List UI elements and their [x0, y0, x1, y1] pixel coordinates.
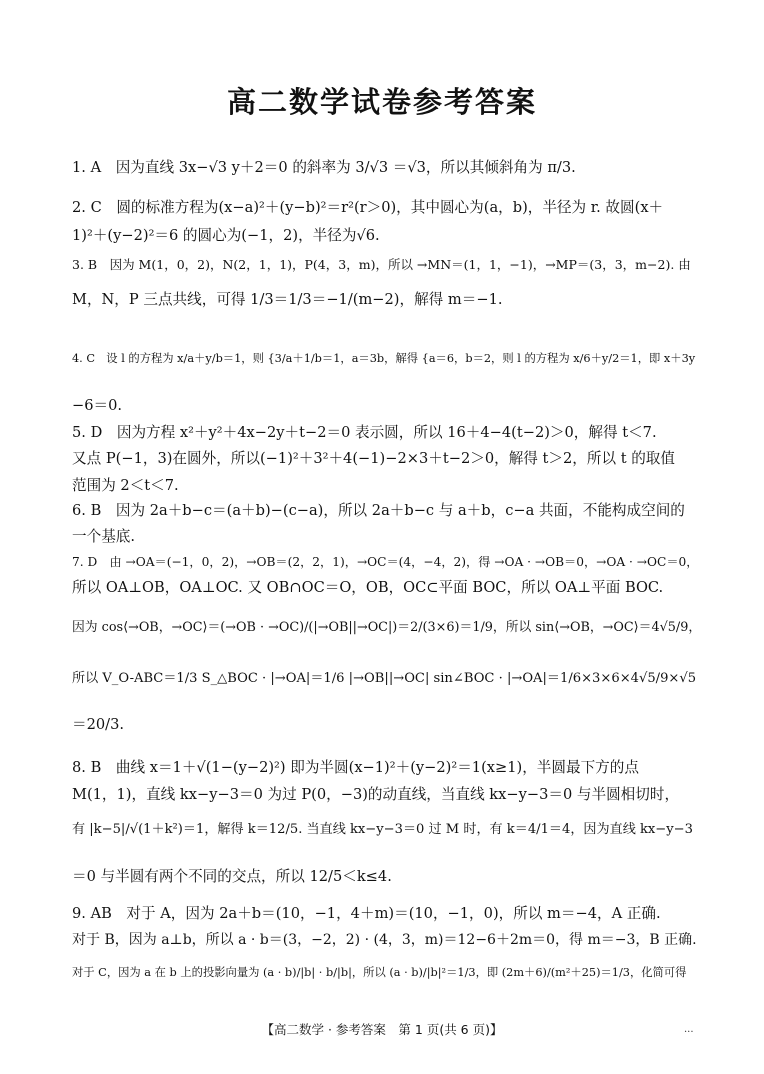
- text-line: 所以 OA⊥OB，OA⊥OC. 又 OB∩OC＝O，OB，OC⊂平面 BOC，所以 OA⊥平面 BOC.: [72, 579, 664, 596]
- text-line: 又点 P(−1，3)在圆外，所以(−1)²＋3²＋4(−1)−2×3＋t−2＞0，解得 t＞2，所以 t 的取值: [72, 450, 675, 467]
- text-line: 对于 C，因为 a 在 b 上的投影向量为 (a · b)/|b| · b/|b|，所以 (a · b)/|b|²＝1/3，即 (2m＋6)/(m²＋25)＝1/3，化简可得: [72, 966, 687, 979]
- text-line: 7. D 由 →OA＝(−1，0，2)，→OB＝(2，2，1)，→OC＝(4，−4，2)，得 →OA · →OB＝0，→OA · →OC＝0，: [72, 555, 699, 569]
- text-line: 5. D 因为方程 x²＋y²＋4x−2y＋t−2＝0 表示圆，所以 16＋4−4(t−2)＞0，解得 t＜7.: [72, 424, 657, 441]
- text-line: 所以 V_O-ABC＝1/3 S_△BOC · |→OA|＝1/6 |→OB||→OC| sin∠BOC · |→OA|＝1/6×3×6×4√5/9×√5: [72, 671, 697, 686]
- text-line: 3. B 因为 M(1，0，2)，N(2，1，1)，P(4，3，m)，所以 →MN＝(1，1，−1)，→MP＝(3，3，m−2). 由: [72, 257, 691, 272]
- text-line: 一个基底.: [72, 528, 136, 545]
- text-line: 4. C 设 l 的方程为 x/a＋y/b＝1，则 {3/a＋1/b＝1，a＝3b，解得 {a＝6，b＝2，则 l 的方程为 x/6＋y/2＝1，即 x＋3y: [72, 352, 696, 365]
- text-line: 因为 cos⟨→OB，→OC⟩＝(→OB · →OC)/(|→OB||→OC|)＝2/(3×6)＝1/9，所以 sin⟨→OB，→OC⟩＝4√5/9，: [72, 620, 702, 635]
- text-line: −6＝0.: [72, 397, 123, 414]
- text-line: 8. B 曲线 x＝1＋√(1−(y−2)²) 即为半圆(x−1)²＋(y−2)²＝1(x≥1)，半圆最下方的点: [72, 759, 639, 776]
- text-line: 9. AB 对于 A，因为 2a＋b＝(10，−1，4＋m)＝(10，−1，0)，所以 m＝−4，A 正确.: [72, 905, 661, 922]
- text-line: 1. A 因为直线 3x−√3 y＋2＝0 的斜率为 3/√3 ＝√3，所以其倾斜角为 π/3.: [72, 159, 576, 176]
- text-line: M，N，P 三点共线，可得 1/3＝1/3＝−1/(m−2)，解得 m＝−1.: [72, 291, 503, 308]
- page-title: 高二数学试卷参考答案: [226, 85, 537, 119]
- text-line: ＝0 与半圆有两个不同的交点，所以 12/5＜k≤4.: [72, 868, 392, 885]
- text-line: 2. C 圆的标准方程为(x−a)²＋(y−b)²＝r²(r＞0)，其中圆心为(a，b)，半径为 r. 故圆(x＋: [72, 199, 664, 216]
- text-line: ＝20/3.: [72, 716, 125, 733]
- text-line: 6. B 因为 2a＋b−c＝(a＋b)−(c−a)，所以 2a＋b−c 与 a＋b，c−a 共面，不能构成空间的: [72, 502, 685, 519]
- text-line: 有 |k−5|/√(1＋k²)＝1，解得 k＝12/5. 当直线 kx−y−3＝0 过 M 时，有 k＝4/1＝4，因为直线 kx−y−3: [72, 822, 693, 837]
- text-line: 对于 B，因为 a⊥b，所以 a · b＝(3，−2，2) · (4，3，m)＝12−6＋2m＝0，得 m＝−3，B 正确.: [72, 932, 697, 948]
- text-line: 1)²＋(y−2)²＝6 的圆心为(−1，2)，半径为√6.: [72, 227, 380, 244]
- text-line: 范围为 2＜t＜7.: [72, 477, 179, 494]
- page-footer: 【高二数学 · 参考答案 第 1 页(共 6 页)】: [261, 1022, 503, 1037]
- text-line: M(1，1)，直线 kx−y−3＝0 为过 P(0，−3)的动直线，当直线 kx−y−3＝0 与半圆相切时，: [72, 786, 680, 803]
- corner-mark: ...: [684, 1024, 694, 1035]
